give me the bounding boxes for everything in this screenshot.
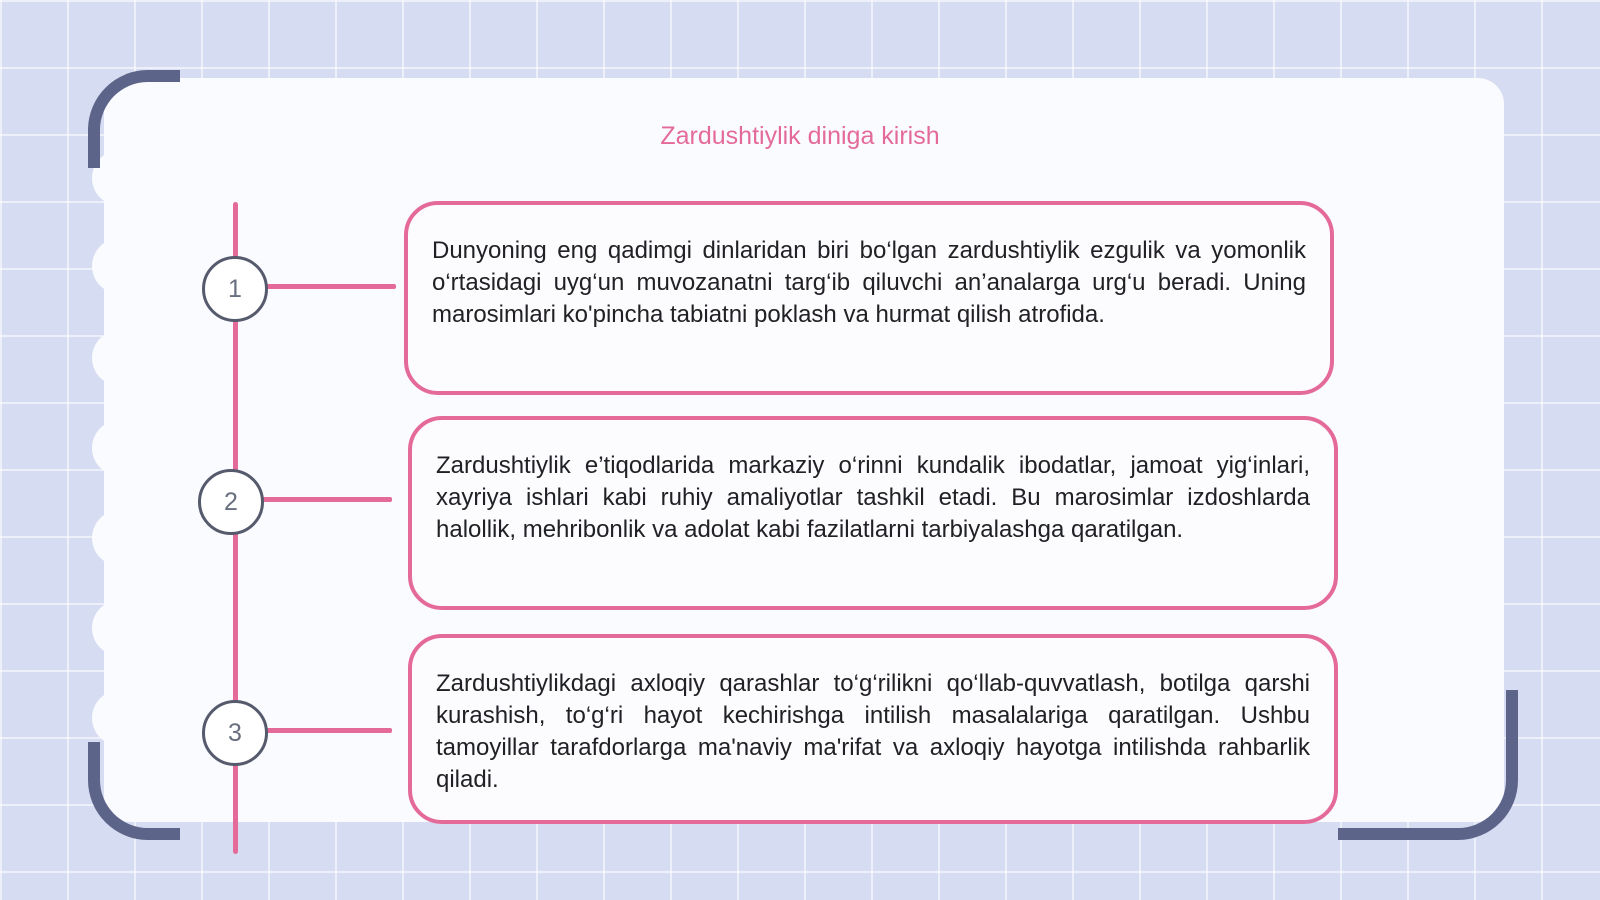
timeline-connector: [266, 284, 396, 289]
timeline-connector: [266, 728, 392, 733]
card-text: Zardushtiylik e’tiqodlarida markaziy o‘rinni kundalik ibodatlar, jamoat yig‘inlari, xayriya ishlari kabi ruhiy amaliyotlar tashkil etadi. Bu marosimlar izdoshlarda halollik, mehribonlik va adolat kabi fazilatlarni tarbiyalashga qaratilgan.: [436, 452, 1310, 543]
corner-bracket-bottom-right: [1338, 690, 1518, 840]
timeline-marker-2: 2: [198, 469, 264, 535]
timeline-card-2: [408, 416, 1338, 610]
timeline-card-3: [408, 634, 1338, 824]
paper-tab: [92, 238, 126, 294]
corner-bracket-bottom-left: [88, 742, 180, 840]
timeline-card-1: [404, 201, 1334, 395]
paper-tab: [92, 600, 126, 656]
timeline-connector: [262, 497, 392, 502]
paper-tab: [92, 690, 126, 746]
timeline-marker-3: 3: [202, 700, 268, 766]
card-text: Dunyoning eng qadimgi dinlaridan biri bo‘lgan zardushtiylik ezgulik va yomonlik o‘rtasidagi uyg‘un muvozanatni targ‘ib qiluvchi an’analarga urg‘u beradi. Uning marosimlari ko'pincha tabiatni poklash va hurmat qilish atrofida.: [432, 237, 1306, 328]
corner-bracket-top-left: [88, 70, 180, 168]
paper-tab: [92, 330, 126, 386]
card-text: Zardushtiylikdagi axloqiy qarashlar to‘g‘rilikni qo‘llab-quvvatlash, botilga qarshi kurashish, to‘g‘ri hayot kechirishga intilish masalalariga qaratilgan. Ushbu tamoyillar tarafdorlarga ma'naviy ma'rifat va axloqiy hayotga intilishda rahbarlik qiladi.: [436, 670, 1310, 793]
paper-tab: [92, 420, 126, 476]
slide-title: Zardushtiylik diniga kirish: [660, 122, 940, 150]
timeline-marker-1: 1: [202, 256, 268, 322]
paper-tab: [92, 510, 126, 566]
